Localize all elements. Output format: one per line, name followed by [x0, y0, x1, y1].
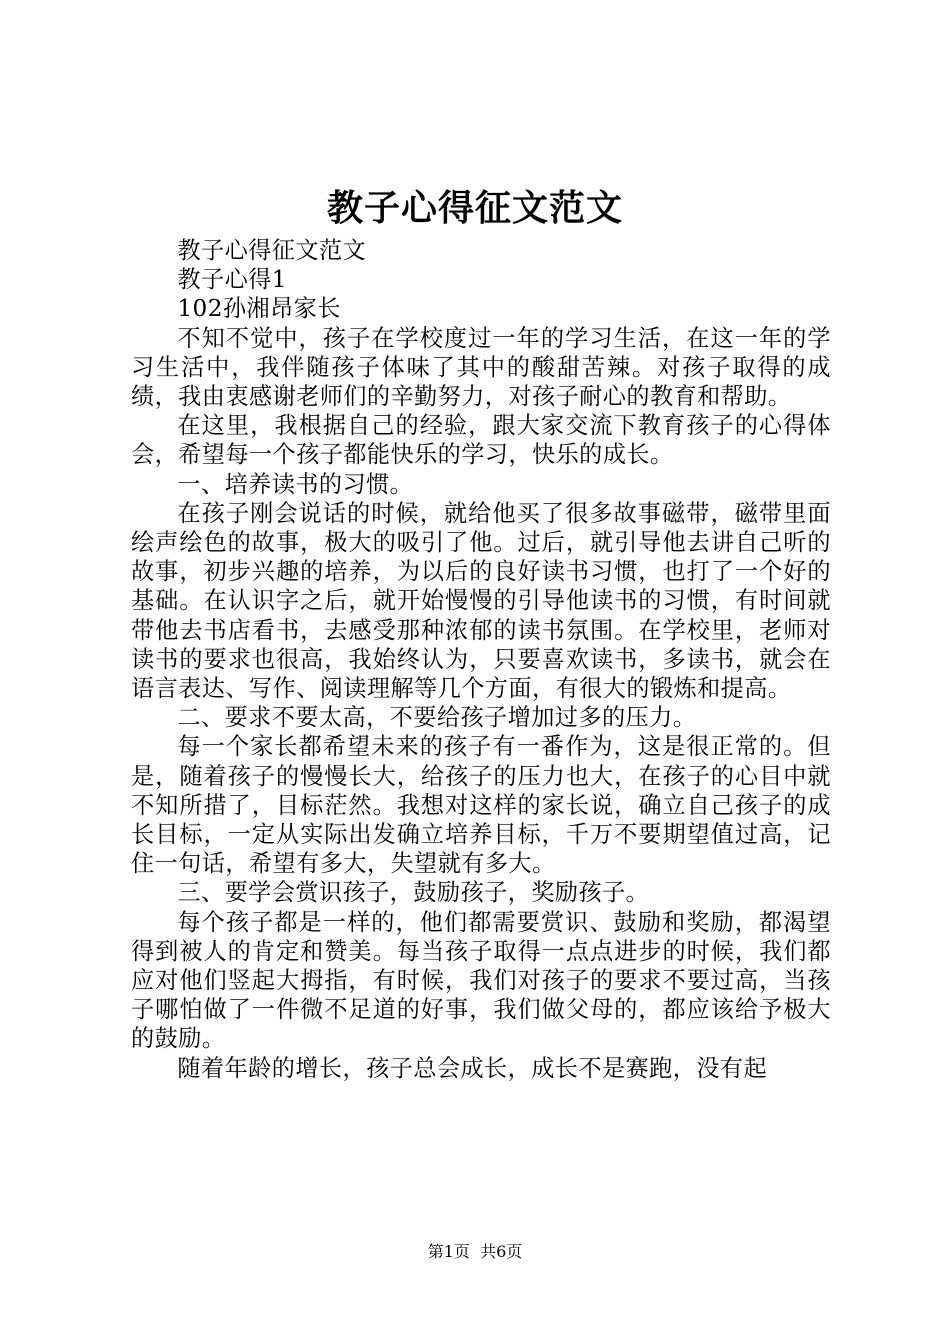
paragraph-heading: 教子心得1 — [177, 266, 287, 294]
section-heading: 一、培养读书的习惯。 — [177, 470, 414, 498]
paragraph: 在孩子刚会说话的时候，就给他买了很多故事磁带，磁带里面绘声绘色的故事，极大的吸引了他。过后，就引导他去讲自己听的故事，初步兴趣的培养，为以后的良好读书习惯，也打了一个好的基础。在认识字之后，就开始慢慢的引导他读书的习惯，有时间就带他去书店看书，去感受那种浓郁的读书氛围。在学校里，老师对读书的要求也很高，我始终认为，只要喜欢读书，多读书，就会在语言表达、写作、阅读理解等几个方面，有很大的锻炼和提高。 — [131, 499, 831, 703]
paragraph: 不知不觉中，孩子在学校度过一年的学习生活，在这一年的学习生活中，我伴随孩子体味了其中的酸甜苦辣。对孩子取得的成绩，我由衷感谢老师们的辛勤努力，对孩子耐心的教育和帮助。 — [131, 324, 831, 411]
page-footer: 第1页 共6页 — [427, 1242, 523, 1261]
paragraph: 在这里，我根据自己的经验，跟大家交流下教育孩子的心得体会，希望每一个孩子都能快乐的学习，快乐的成长。 — [131, 412, 831, 469]
section-heading: 三、要学会赏识孩子，鼓励孩子，奖励孩子。 — [177, 879, 650, 907]
paragraph: 随着年龄的增长，孩子总会成长，成长不是赛跑，没有起 — [177, 1054, 768, 1082]
paragraph-author: 102孙湘昂家长 — [177, 295, 341, 323]
document-title: 教子心得征文范文 — [326, 187, 623, 229]
paragraph-subtitle: 教子心得征文范文 — [177, 237, 367, 264]
paragraph: 每一个家长都希望未来的孩子有一番作为，这是很正常的。但是，随着孩子的慢慢长大，给孩子的压力也大，在孩子的心目中就不知所措了，目标茫然。我想对这样的家长说，确立自己孩子的成长目标，一定从实际出发确立培养目标，千万不要期望值过高，记住一句话，希望有多大，失望就有多大。 — [131, 733, 831, 878]
paragraph: 每个孩子都是一样的，他们都需要赏识、鼓励和奖励，都渴望得到被人的肯定和赞美。每当孩子取得一点点进步的时候，我们都应对他们竖起大拇指，有时候，我们对孩子的要求不要过高，当孩子哪怕做了一件微不足道的好事，我们做父母的，都应该给予极大的鼓励。 — [131, 908, 831, 1053]
document-body — [131, 236, 831, 1083]
section-heading: 二、要求不要太高，不要给孩子增加过多的压力。 — [177, 704, 697, 732]
